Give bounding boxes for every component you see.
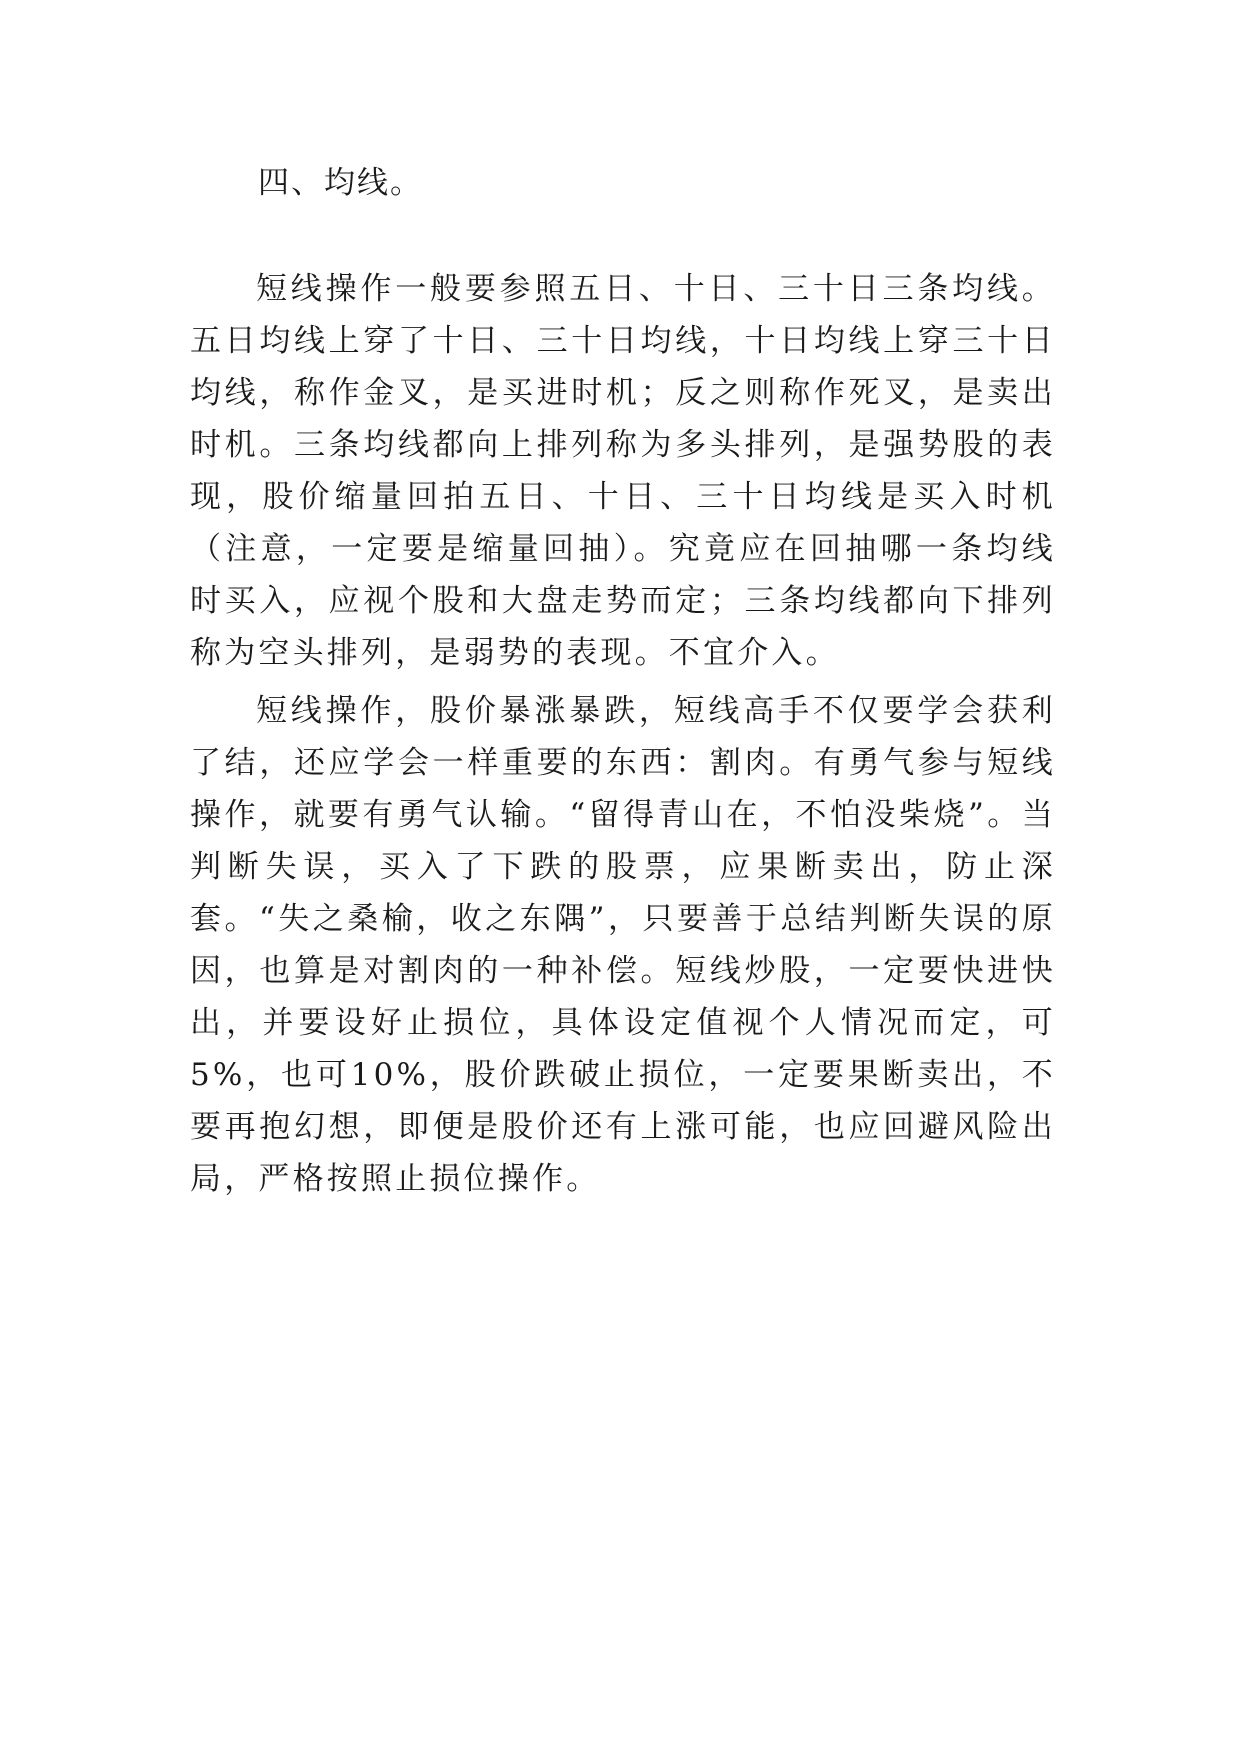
- section-heading: 四、均线。: [258, 165, 423, 201]
- document-body: [190, 155, 1056, 1205]
- paragraph-moving-averages: 短线操作一般要参照五日、十日、三十日三条均线。五日均线上穿了十日、三十日均线，十日均线上穿三十日均线，称作金叉，是买进时机；反之则称作死叉，是卖出时机。三条均线都向上排列称为多头排列，是强势股的表现，股价缩量回拍五日、十日、三十日均线是买入时机（注意，一定要是缩量回抽）。究竟应在回抽哪一条均线时买入，应视个股和大盘走势而定；三条均线都向下排列称为空头排列，是弱势的表现。不宜介入。: [190, 271, 1056, 671]
- paragraph-stop-loss: 短线操作，股价暴涨暴跌，短线高手不仅要学会获利了结，还应学会一样重要的东西：割肉。有勇气参与短线操作，就要有勇气认输。“留得青山在，不怕没柴烧”。当判断失误，买入了下跌的股票，应果断卖出，防止深套。“失之桑榆，收之东隅”，只要善于总结判断失误的原因，也算是对割肉的一种补偿。短线炒股，一定要快进快出，并要设好止损位，具体设定值视个人情况而定，可5%，也可10%，股价跌破止损位，一定要果断卖出，不要再抱幻想，即便是股价还有上涨可能，也应回避风险出局，严格按照止损位操作。: [190, 693, 1056, 1197]
